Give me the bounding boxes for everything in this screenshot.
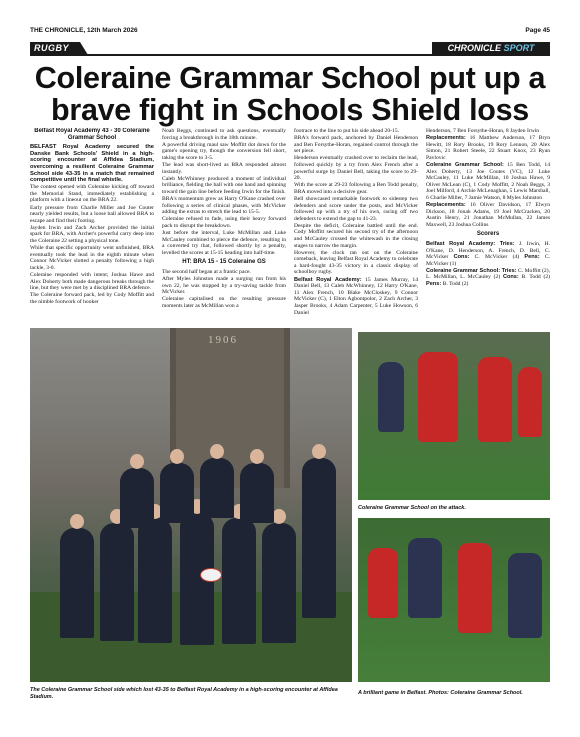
replacements-label: Replacements: <box>426 202 466 209</box>
paragraph: A powerful driving maul saw Moffitt dot down for the game's opening try, though the conversion fell short, taking the score to 3-5. <box>162 141 286 161</box>
article-column-1 <box>30 128 154 324</box>
halftime-subhead: HT: BRA 15 - 15 Coleraine GS <box>182 259 266 266</box>
masthead-date: THE CHRONICLE, 12th March 2026 <box>30 26 138 34</box>
pens-text: C. McVicker (1) <box>426 254 550 267</box>
page-title: Coleraine Grammar School put up a brave fight in Schools Shield loss <box>34 61 546 127</box>
player-figure <box>60 528 94 638</box>
player-figure <box>262 523 296 643</box>
team-photo <box>30 328 352 682</box>
article-column-2 <box>162 128 286 324</box>
replacements-label: Replacements: <box>426 135 466 142</box>
paragraph: The Coleraine forward pack, led by Cody Moffitt and the nimble footwork of hooker <box>30 292 154 305</box>
replacements-players: 16 Matthew Anderson, 17 Bryn Hewitt, 18 Rory Brooks, 19 Rory Lennon, 20 Alex Simon, 21 Robert Steele, 22 Stuart Knox, 23 Ryan Pavlovic <box>426 135 550 161</box>
paragraph: Coleraine capitalised on the resulting pressure moments later as McMillan won a <box>162 296 286 309</box>
photo-caption: A brilliant game in Belfast. Photos: Coleraine Grammar School. <box>358 690 523 696</box>
team-label: Coleraine Grammar School: <box>426 161 504 168</box>
paragraph: The lead was short-lived as BRA responded almost instantly. <box>162 161 286 175</box>
player-figure <box>100 523 134 641</box>
paragraph: BRA's momentum grew as Harry O'Kane crashed over following a series of clinical phases, with McVicker adding the extras to stretch the lead to 15-5. <box>162 195 286 216</box>
cons-label: Cons: <box>502 274 519 281</box>
action-photo-attack <box>358 332 550 500</box>
scorers-label: Coleraine Grammar School: Tries: <box>426 267 517 274</box>
team-players: 15 Ben Todd, 14 Alex Doherty, 13 Joe Coutes (VC), 12 Luke McCauley, 11 Luke McMillan, 10 Joshua Hawe, 9 Oliver McLean (C), 1 Cody Moffitt, 2 Noah Beggs, 3 Joel Milford, 4 Archie McLenaghan, 5 Lewis Marshall, 6 Charlie Miller, 7 Jamie Watson, 8 Myles Johnston <box>426 161 550 201</box>
team-label: Belfast Royal Academy: <box>294 276 362 283</box>
paragraph: With the score at 29-23 following a Ben Todd penalty, BRA moved into a decisive gear. <box>294 182 418 195</box>
player-figure <box>138 518 172 643</box>
scorers-tries: J. Irwin, H. O'Kane, D. Henderson, A. French, D. Bell, C. McVicker <box>426 241 550 261</box>
replacements-cgs <box>426 202 550 228</box>
paragraph: BRA's forward pack, anchored by Daniel Henderson and Ben Forsythe-Horan, regained control through the set piece. <box>294 135 418 155</box>
player-figure <box>508 553 542 638</box>
scorers-cgs <box>426 268 550 288</box>
player-figure <box>378 362 404 432</box>
building-year: 1906 <box>208 334 238 346</box>
paragraph: Coleraine refused to fade, using their heavy forward pack to disrupt the breakdown. <box>162 216 286 229</box>
paragraph: Coleraine responded with intent; Joshua Hawe and Alex Doherty both made dangerous breaks through the line, but they were met by a disciplined BRA defence. <box>30 271 154 292</box>
photo-caption: Coleraine Grammar School on the attack. <box>358 505 466 511</box>
player-figure <box>518 367 542 437</box>
result-line: Belfast Royal Academy 43 - 30 Coleraine Grammar School <box>34 128 150 141</box>
player-figure <box>120 468 154 528</box>
paragraph: Bell showcased remarkable footwork to sidestep two defenders and score under the posts, and McVicker followed up with a try of his own, racing off two defenders to extend the gap to 41-23. <box>294 195 418 222</box>
scorers-bra <box>426 241 550 267</box>
player-figure <box>458 543 492 633</box>
paragraph: After Myles Johnston made a surging run from his own 22, he was stopped by a try-saving tackle from McVicker. <box>162 275 286 296</box>
paragraph: Just before the interval, Luke McMillan and Luke McCauley combined to pierce the defence, resulting in a converted try that, followed shortly by a penalty, levelled the scores at 15-15 heading into half-time. <box>162 229 286 256</box>
paragraph: footrace to the line to put his side ahead 20-15. <box>294 128 400 134</box>
team-list-bra <box>294 277 418 317</box>
paragraph: Jayden Irwin and Zach Archer provided the initial spark for BRA, with Archer's powerful carry deep into the Coleraine 22 setting a physical tone. <box>30 224 154 244</box>
player-figure <box>200 458 234 518</box>
player-figure <box>368 548 398 618</box>
player-figure <box>222 518 256 644</box>
paragraph: While that specific opportunity went unfinished, BRA eventually took the lead in the eighth minute when Connor McVicker slotted a penalty following a high tackle, 3-0. <box>30 245 154 271</box>
player-figure <box>418 352 458 442</box>
page-number: Page 45 <box>525 26 550 34</box>
paragraph: However, the clock ran out on the Coleraine comeback, leaving Belfast Royal Academy to celebrate a hard-fought 43-35 victory in a classic display of schoolboy rugby. <box>294 249 418 276</box>
paragraph: Despite the deficit, Coleraine battled until the end. Cody Moffitt secured his second try of the afternoon and McCauley crossed the whitewash in the closing stages to narrow the margin. <box>294 222 418 249</box>
cons-text: B. Todd (2) <box>521 274 550 281</box>
brand-logo <box>432 42 550 55</box>
cons-label: Cons: <box>453 254 470 261</box>
pens-label: Pens: <box>426 281 442 288</box>
scorers-heading: Scorers <box>476 231 500 238</box>
paragraph: Henderson eventually crashed over to reclaim the lead, followed quickly by a try from Alex French after a powerful surge by Daniel Bell, taking the score to 29-20. <box>294 155 418 182</box>
scorers-label: Belfast Royal Academy: Tries: <box>426 241 515 247</box>
player-figure <box>408 538 442 618</box>
player-figure <box>160 463 194 523</box>
cons-text: C. McVicker (4) <box>474 254 520 261</box>
replacements-bra <box>426 135 550 161</box>
article-column-3 <box>294 128 418 324</box>
masthead <box>30 24 550 36</box>
team-players: 15 James Murray, 14 Daniel Bell, 13 Caleb McWhinney, 12 Harry O'Kane, 11 Alex French, 10 Blake McCloskey, 9 Connor McVicker (C), 1 Elton Agbontpolor, 2 Zach Archer, 3 Jasper Brooks, 4 Adam Carpenter, 5 Luke Howson, 6 Daniel <box>294 276 418 316</box>
team-list-cgs <box>426 162 550 202</box>
brand-accent: SPORT <box>503 43 535 53</box>
pens-label: Pens: <box>524 254 540 261</box>
action-photo-game <box>358 518 550 682</box>
lead-paragraph: BELFAST Royal Academy secured the Danske Bank Schools' Shield in a high-scoring encounter at Affidea Stadium, overcoming a resilient Coleraine Grammar School side 43-35 in a match that remained competitive until the final whistle. <box>30 144 154 184</box>
paragraph: The second half began at a frantic pace. <box>162 268 251 275</box>
article-column-4 <box>426 128 550 324</box>
rugby-ball <box>200 568 222 582</box>
photo-caption: The Coleraine Grammar School side which lost 43-35 to Belfast Royal Academy in a high-scoring encounter at Affidea Stadium. <box>30 687 338 700</box>
section-tag: RUGBY <box>30 42 80 55</box>
replacements-players: 16 Oliver Davidson, 17 Elwyn Dickson, 18 Jonah Adams, 19 Joel McCracken, 20 Austin Henry, 21 Jonathan McMullan, 22 James Maxwell, 23 Joshua Collins <box>426 202 550 228</box>
brand-main: CHRONICLE <box>447 43 502 53</box>
paragraph: Caleb McWhinney produced a moment of individual brilliance, fielding the ball with one hand and spinning toward the gain line before feeding Irwin for the finish. <box>162 175 286 195</box>
player-figure <box>302 458 336 618</box>
pens-text: B. Todd (2) <box>442 281 469 288</box>
player-figure <box>240 463 274 523</box>
article-body <box>30 128 550 324</box>
player-figure <box>478 357 512 442</box>
section-bar <box>30 42 550 56</box>
paragraph: Early pressure from Charlie Miller and Joe Couter nearly yielded results, but a loose ball allowed BRA to escape and find their footing. <box>30 204 154 224</box>
paragraph: The contest opened with Coleraine kicking off toward the Memorial Stand, immediately establishing a platform with a lineout on the BRA 22. <box>30 184 154 204</box>
scorers-tries: C. Moffitt (2), L. McMillan, L. McCauley (2) <box>426 267 550 281</box>
paragraph: Henderson, 7 Ben Forsythe-Horan, 8 Jayden Irwin <box>426 128 540 134</box>
paragraph: Noah Beggs, continued to ask questions, eventually forcing a breakthrough in the 18th minute. <box>162 128 286 141</box>
